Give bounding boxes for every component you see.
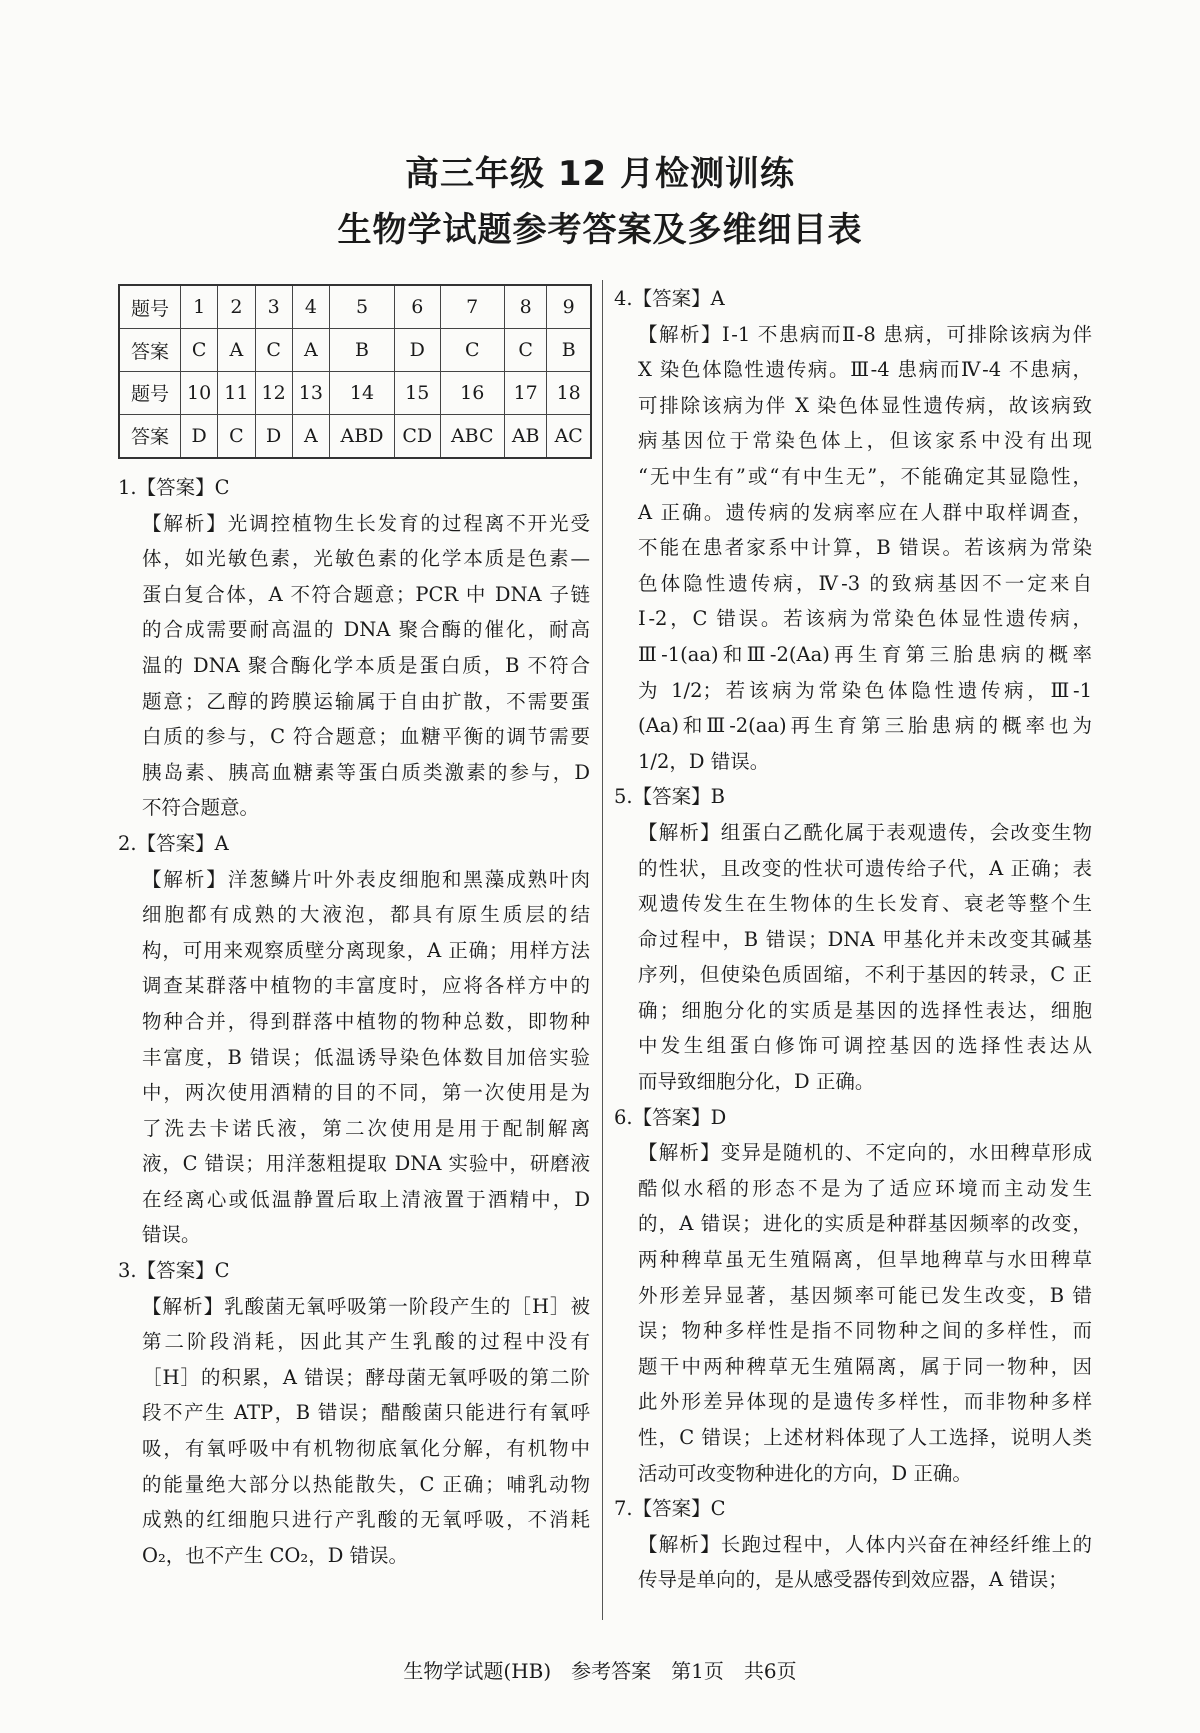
- explanation-line: 胰岛素、胰高血糖素等蛋白质类激素的参与，D: [142, 760, 590, 784]
- answer-table: [118, 284, 592, 459]
- column-divider: [602, 280, 603, 1620]
- explanation-line: 【解析】Ⅰ-1 不患病而Ⅱ-8 患病，可排除该病为伴: [638, 322, 1092, 346]
- table-cell: CD: [394, 414, 440, 458]
- table-cell: AC: [547, 414, 591, 458]
- table-cell: 3: [255, 285, 292, 329]
- table-cell: 题号: [119, 371, 181, 414]
- explanation-line: Ⅲ-1(aa)和Ⅲ-2(Aa)再生育第三胎患病的概率: [638, 642, 1092, 666]
- answer-item: [614, 1491, 1092, 1598]
- explanation-line: 的性状，且改变的性状可遗传给子代，A 正确；表: [638, 856, 1092, 880]
- explanation-line: 构，可用来观察质壁分离现象，A 正确；用样方法: [142, 938, 590, 962]
- explanation-line: 活动可改变物种进化的方向，D 正确。: [638, 1461, 972, 1485]
- right-column: [614, 281, 1092, 1598]
- explanation-line: 白质的参与，C 符合题意；血糖平衡的调节需要: [142, 725, 590, 749]
- explanation-line: 丰富度，B 错误；低温诱导染色体数目加倍实验: [142, 1045, 590, 1069]
- table-cell: A: [292, 329, 329, 372]
- explanation-line: 外形差异显著，基因频率可能已发生改变，B 错: [638, 1283, 1092, 1307]
- table-cell: 17: [504, 371, 546, 414]
- table-cell: D: [181, 414, 218, 458]
- explanation-line: 体，如光敏色素，光敏色素的化学本质是色素—: [142, 547, 590, 571]
- table-cell: B: [330, 329, 395, 372]
- explanation-line: 物种合并，得到群落中植物的物种总数，即物种: [142, 1009, 590, 1033]
- table-cell: 16: [440, 371, 504, 414]
- explanation-line: 酷似水稻的形态不是为了适应环境而主动发生: [638, 1176, 1092, 1200]
- table-cell: 6: [394, 285, 440, 329]
- answer-item: [118, 470, 590, 826]
- explanation-line: 而导致细胞分化，D 正确。: [638, 1070, 875, 1094]
- answer-heading: 3.【答案】C: [118, 1259, 230, 1283]
- explanation-line: 不符合题意。: [142, 796, 260, 820]
- explanation-line: X 染色体隐性遗传病。Ⅲ-4 患病而Ⅳ-4 不患病，: [638, 358, 1092, 382]
- answer-item: [614, 779, 1092, 1099]
- explanation-line: 题干中两种稗草无生殖隔离，属于同一物种，因: [638, 1354, 1092, 1378]
- explanation-line: ［H］的积累，A 错误；酵母菌无氧呼吸的第二阶: [142, 1365, 590, 1389]
- explanation-line: 错误。: [142, 1223, 201, 1247]
- table-cell: 13: [292, 371, 329, 414]
- table-cell: D: [255, 414, 292, 458]
- explanation-line: 性，C 错误；上述材料体现了人工选择，说明人类: [638, 1426, 1092, 1449]
- explanation-line: 【解析】洋葱鳞片叶外表皮细胞和黑藻成熟叶肉: [142, 867, 590, 891]
- table-cell: A: [292, 414, 329, 458]
- table-cell: 18: [547, 371, 591, 414]
- table-cell: ABD: [330, 414, 395, 458]
- answer-item: [614, 281, 1092, 779]
- explanation-line: 确；细胞分化的实质是基因的选择性表达，细胞: [638, 998, 1092, 1022]
- answer-heading: 6.【答案】D: [614, 1105, 727, 1129]
- table-cell: ABC: [440, 414, 504, 458]
- explanation-line: 色体隐性遗传病，Ⅳ-3 的致病基因不一定来自: [638, 571, 1092, 595]
- explanation-line: 【解析】光调控植物生长发育的过程离不开光受: [142, 511, 590, 535]
- answer-item: [118, 826, 590, 1253]
- table-cell: 4: [292, 285, 329, 329]
- answer-heading: 2.【答案】A: [118, 831, 229, 855]
- table-cell: 2: [218, 285, 255, 329]
- table-cell: 5: [330, 285, 395, 329]
- explanation-line: 【解析】长跑过程中，人体内兴奋在神经纤维上的: [638, 1532, 1092, 1556]
- table-row: [119, 329, 591, 372]
- explanation-line: 为 1/2；若该病为常染色体隐性遗传病，Ⅲ-1: [638, 678, 1092, 702]
- explanation-line: 【解析】变异是随机的、不定向的，水田稗草形成: [638, 1141, 1092, 1165]
- table-cell: 10: [181, 371, 218, 414]
- explanation-line: 调查某群落中植物的丰富度时，应将各样方中的: [142, 974, 590, 998]
- explanation-line: 的合成需要耐高温的 DNA 聚合酶的催化，耐高: [142, 618, 590, 642]
- table-row: [119, 414, 591, 458]
- table-cell: C: [504, 329, 546, 372]
- answer-item: [614, 1100, 1092, 1492]
- explanation-line: 传导是单向的，是从感受器传到效应器，A 错误；: [638, 1568, 1068, 1592]
- left-column: [118, 470, 590, 1573]
- explanation-line: 的，A 错误；进化的实质是种群基因频率的改变，: [638, 1212, 1092, 1236]
- table-cell: 12: [255, 371, 292, 414]
- explanation-line: 中，两次使用酒精的目的不同，第一次使用是为: [142, 1081, 590, 1105]
- table-cell: 答案: [119, 414, 181, 458]
- answer-heading: 4.【答案】A: [614, 287, 725, 310]
- explanation-line: 此外形差异体现的是遗传多样性，而非物种多样: [638, 1390, 1092, 1414]
- explanation-line: 吸，有氧呼吸中有机物彻底氧化分解，有机物中: [142, 1437, 590, 1461]
- table-cell: D: [394, 329, 440, 372]
- table-cell: 7: [440, 285, 504, 329]
- answer-item: [118, 1253, 590, 1573]
- explanation-line: 两种稗草虽无生殖隔离，但旱地稗草与水田稗草: [638, 1248, 1092, 1272]
- explanation-line: O₂，也不产生 CO₂，D 错误。: [142, 1543, 409, 1567]
- table-cell: 题号: [119, 285, 181, 329]
- explanation-line: 病基因位于常染色体上，但该家系中没有出现: [638, 429, 1092, 453]
- explanation-line: 可排除该病为伴 X 染色体显性遗传病，故该病致: [638, 393, 1092, 417]
- table-cell: 14: [330, 371, 395, 414]
- answer-heading: 7.【答案】C: [614, 1497, 726, 1521]
- explanation-line: 【解析】组蛋白乙酰化属于表观遗传，会改变生物: [638, 820, 1092, 844]
- explanation-line: Ⅰ-2，C 错误。若该病为常染色体显性遗传病，: [638, 607, 1092, 631]
- explanation-line: (Aa)和Ⅲ-2(aa)再生育第三胎患病的概率也为: [638, 714, 1092, 738]
- table-cell: C: [255, 329, 292, 372]
- explanation-line: 1/2，D 错误。: [638, 749, 770, 773]
- explanation-line: 中发生组蛋白修饰可调控基因的选择性表达从: [638, 1034, 1092, 1058]
- table-cell: C: [218, 414, 255, 458]
- table-cell: 11: [218, 371, 255, 414]
- table-row: [119, 371, 591, 414]
- table-cell: A: [218, 329, 255, 372]
- table-cell: 1: [181, 285, 218, 329]
- page-footer: 生物学试题(HB) 参考答案 第1页 共6页: [403, 1659, 797, 1683]
- explanation-line: 误；物种多样性是指不同物种之间的多样性，而: [638, 1319, 1092, 1343]
- table-cell: AB: [504, 414, 546, 458]
- explanation-line: 在经离心或低温静置后取上清液置于酒精中，D: [142, 1187, 590, 1211]
- table-cell: 答案: [119, 329, 181, 372]
- table-cell: 8: [504, 285, 546, 329]
- table-cell: C: [440, 329, 504, 372]
- explanation-line: 第二阶段消耗，因此其产生乳酸的过程中没有: [142, 1330, 590, 1354]
- page-title: 高三年级 12 月检测训练: [405, 154, 795, 194]
- explanation-line: 不能在患者家系中计算，B 错误。若该病为常染: [638, 536, 1092, 560]
- explanation-line: 题意；乙醇的跨膜运输属于自由扩散，不需要蛋: [142, 689, 590, 713]
- explanation-line: 液，C 错误；用洋葱粗提取 DNA 实验中，研磨液: [142, 1152, 590, 1176]
- table-cell: B: [547, 329, 591, 372]
- explanation-line: 了洗去卡诺氏液，第二次使用是用于配制解离: [142, 1116, 590, 1140]
- page-subtitle: 生物学试题参考答案及多维细目表: [337, 210, 863, 250]
- explanation-line: 细胞都有成熟的大液泡，都具有原生质层的结: [142, 903, 590, 927]
- explanation-line: A 正确。遗传病的发病率应在人群中取样调查，: [638, 500, 1092, 524]
- explanation-line: 的能量绝大部分以热能散失，C 正确；哺乳动物: [142, 1472, 590, 1496]
- table-cell: C: [181, 329, 218, 372]
- table-cell: 15: [394, 371, 440, 414]
- explanation-line: 命过程中，B 错误；DNA 甲基化并未改变其碱基: [638, 927, 1092, 951]
- table-cell: 9: [547, 285, 591, 329]
- explanation-line: 段不产生 ATP，B 错误；醋酸菌只能进行有氧呼: [142, 1401, 590, 1425]
- explanation-line: “无中生有”或“有中生无”，不能确定其显隐性，: [638, 464, 1092, 488]
- explanation-line: 序列，但使染色质固缩，不利于基因的转录，C 正: [638, 963, 1092, 987]
- table-row: [119, 285, 591, 329]
- explanation-line: 温的 DNA 聚合酶化学本质是蛋白质，B 不符合: [142, 653, 590, 677]
- answer-heading: 5.【答案】B: [614, 785, 725, 809]
- explanation-line: 成熟的红细胞只进行产乳酸的无氧呼吸，不消耗: [142, 1508, 590, 1532]
- explanation-line: 观遗传发生在生物体的生长发育、衰老等整个生: [638, 892, 1092, 916]
- answer-heading: 1.【答案】C: [118, 476, 230, 499]
- explanation-line: 蛋白复合体，A 不符合题意；PCR 中 DNA 子链: [142, 582, 590, 606]
- explanation-line: 【解析】乳酸菌无氧呼吸第一阶段产生的［H］被: [142, 1294, 590, 1318]
